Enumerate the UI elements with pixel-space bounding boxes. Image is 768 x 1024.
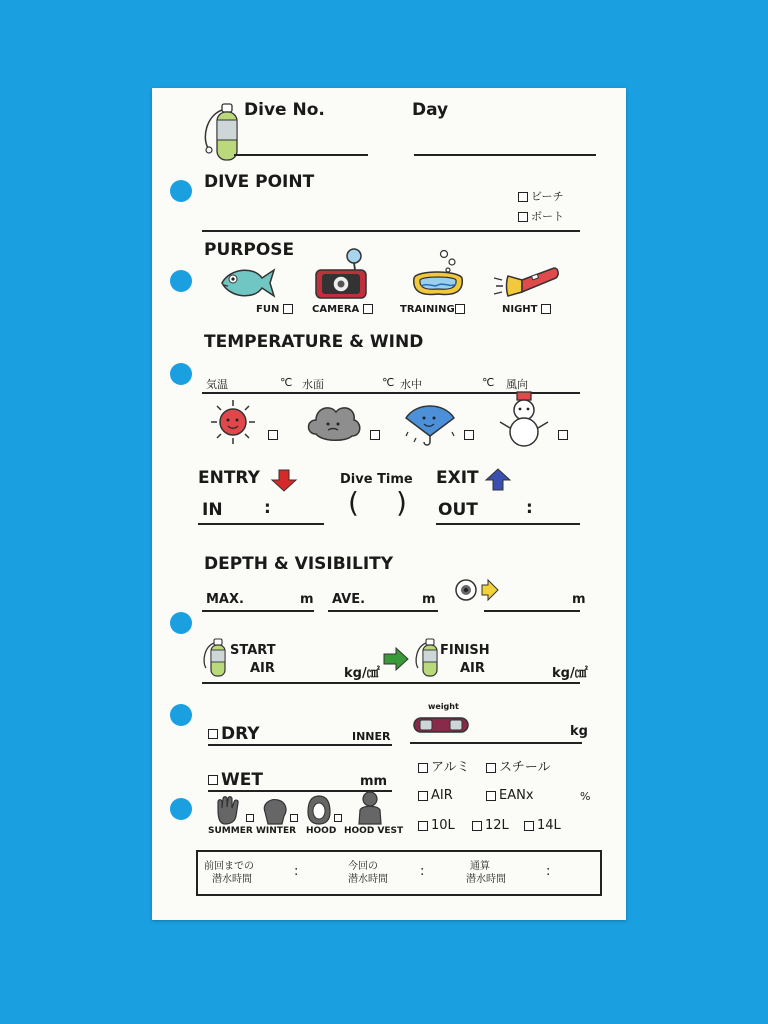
finish-label: FINISH bbox=[440, 643, 490, 658]
hood-vest-icon bbox=[356, 790, 384, 826]
start-air-unit: kg/㎠ bbox=[344, 666, 380, 681]
this-line1: 今回の bbox=[348, 861, 378, 872]
cloudy-checkbox[interactable] bbox=[370, 430, 380, 440]
total-line1: 通算 bbox=[470, 861, 490, 872]
dive-no-field[interactable] bbox=[234, 154, 368, 156]
winter-label: WINTER bbox=[256, 826, 297, 836]
water-temp-label: 水中 bbox=[400, 378, 422, 391]
binder-hole bbox=[170, 270, 192, 292]
in-colon: : bbox=[264, 498, 271, 518]
inner-label: INNER bbox=[352, 730, 391, 743]
total-dive-time[interactable] bbox=[466, 860, 506, 886]
snowman-icon bbox=[498, 390, 550, 448]
visibility-field[interactable] bbox=[484, 610, 580, 612]
dive-point-title: DIVE POINT bbox=[204, 172, 315, 192]
eanx-option[interactable]: EANx bbox=[486, 788, 534, 803]
surface-temp-unit: ℃ bbox=[382, 376, 395, 389]
purpose-night[interactable]: NIGHT bbox=[502, 304, 554, 315]
beach-checkbox[interactable] bbox=[518, 192, 528, 202]
this-dive-time[interactable] bbox=[348, 860, 388, 886]
max-depth-field[interactable] bbox=[202, 610, 314, 612]
in-time-field[interactable] bbox=[198, 523, 324, 525]
water-temp-unit: ℃ bbox=[482, 376, 495, 389]
tank-10l-option[interactable]: 10L bbox=[418, 818, 455, 833]
entry-title: ENTRY bbox=[198, 468, 260, 488]
ave-depth-label: AVE. bbox=[332, 592, 366, 607]
surface-temp-label: 水面 bbox=[302, 378, 324, 391]
hood-checkbox[interactable] bbox=[334, 814, 342, 822]
tank-12l-checkbox[interactable] bbox=[472, 821, 482, 831]
aluminum-option[interactable]: アルミ bbox=[418, 756, 469, 775]
eanx-checkbox[interactable] bbox=[486, 791, 496, 801]
sunny-checkbox[interactable] bbox=[268, 430, 278, 440]
fun-checkbox[interactable] bbox=[283, 304, 293, 314]
previous-dive-time[interactable] bbox=[204, 860, 254, 886]
winter-glove-icon bbox=[260, 796, 290, 826]
this-line2: 潜水時間 bbox=[348, 874, 388, 885]
dive-point-field[interactable] bbox=[202, 230, 580, 232]
exit-arrow-icon bbox=[484, 468, 512, 492]
max-depth-label: MAX. bbox=[206, 592, 244, 607]
total-line2: 潜水時間 bbox=[466, 874, 506, 885]
flashlight-icon bbox=[492, 264, 562, 302]
dry-suit-option[interactable]: DRY bbox=[208, 724, 260, 744]
start-air-label: AIR bbox=[250, 661, 275, 676]
dive-time-label: Dive Time bbox=[340, 472, 413, 487]
entry-arrow-icon bbox=[270, 468, 298, 492]
aluminum-checkbox[interactable] bbox=[418, 763, 428, 773]
visibility-eye-icon bbox=[454, 576, 500, 604]
binder-hole bbox=[170, 704, 192, 726]
wet-checkbox[interactable] bbox=[208, 775, 218, 785]
hood-vest-label: HOOD VEST bbox=[344, 826, 404, 836]
air-temp-unit: ℃ bbox=[280, 376, 293, 389]
finish-air-label: AIR bbox=[460, 661, 485, 676]
dive-no-label: Dive No. bbox=[244, 100, 325, 120]
weight-unit: kg bbox=[570, 724, 588, 739]
steel-checkbox[interactable] bbox=[486, 763, 496, 773]
purpose-camera[interactable]: CAMERA bbox=[312, 304, 376, 315]
summer-checkbox[interactable] bbox=[246, 814, 254, 822]
previous-line1: 前回までの bbox=[204, 861, 254, 872]
binder-hole bbox=[170, 180, 192, 202]
hood-label: HOOD bbox=[306, 826, 337, 836]
summer-label: SUMMER bbox=[208, 826, 253, 836]
day-label: Day bbox=[412, 100, 449, 120]
camera-icon bbox=[312, 246, 378, 302]
previous-line2: 潜水時間 bbox=[212, 874, 252, 885]
dive-time-open: ( bbox=[348, 486, 359, 519]
binder-hole bbox=[170, 612, 192, 634]
weight-label: weight bbox=[428, 702, 459, 711]
purpose-training[interactable]: TRAINING bbox=[400, 304, 468, 315]
wet-mm-label: mm bbox=[360, 774, 388, 789]
wet-suit-option[interactable]: WET bbox=[208, 770, 263, 790]
fish-icon bbox=[218, 264, 278, 302]
day-field[interactable] bbox=[414, 154, 596, 156]
max-depth-unit: m bbox=[300, 592, 314, 607]
sun-icon bbox=[206, 398, 260, 446]
out-colon: : bbox=[526, 498, 533, 518]
glove-icon bbox=[214, 796, 244, 826]
binder-hole bbox=[170, 363, 192, 385]
tank-14l-checkbox[interactable] bbox=[524, 821, 534, 831]
snow-checkbox[interactable] bbox=[558, 430, 568, 440]
eanx-percent: % bbox=[580, 790, 591, 803]
ave-depth-unit: m bbox=[422, 592, 436, 607]
in-label: IN bbox=[202, 500, 223, 520]
wind-direction-label: 風向 bbox=[506, 378, 528, 391]
finish-air-unit: kg/㎠ bbox=[552, 666, 588, 681]
boat-option[interactable]: ボート bbox=[518, 208, 564, 224]
total-colon: : bbox=[546, 864, 551, 879]
weight-belt-icon bbox=[412, 712, 470, 738]
air-gas-checkbox[interactable] bbox=[418, 791, 428, 801]
visibility-unit: m bbox=[572, 592, 586, 607]
dry-suit-field[interactable] bbox=[208, 744, 392, 746]
dive-time-close: ) bbox=[396, 486, 407, 519]
purpose-title: PURPOSE bbox=[204, 240, 295, 260]
previous-colon: : bbox=[294, 864, 299, 879]
ave-depth-field[interactable] bbox=[328, 610, 438, 612]
dive-time-totals-box bbox=[196, 850, 602, 896]
this-colon: : bbox=[420, 864, 425, 879]
out-time-field[interactable] bbox=[436, 523, 580, 525]
night-checkbox[interactable] bbox=[541, 304, 551, 314]
tank-14l-option[interactable]: 14L bbox=[524, 818, 561, 833]
tank-12l-option[interactable]: 12L bbox=[472, 818, 509, 833]
dry-checkbox[interactable] bbox=[208, 729, 218, 739]
hood-icon bbox=[306, 794, 332, 826]
exit-title: EXIT bbox=[436, 468, 479, 488]
depth-title: DEPTH & VISIBILITY bbox=[204, 554, 394, 574]
air-temp-label: 気温 bbox=[206, 378, 228, 391]
mask-icon bbox=[412, 248, 468, 302]
air-gas-option[interactable]: AIR bbox=[418, 788, 453, 803]
purpose-fun[interactable]: FUN bbox=[256, 304, 296, 315]
camera-checkbox[interactable] bbox=[363, 304, 373, 314]
training-checkbox[interactable] bbox=[455, 304, 465, 314]
winter-checkbox[interactable] bbox=[290, 814, 298, 822]
weight-field[interactable] bbox=[410, 742, 582, 744]
beach-option[interactable]: ビーチ bbox=[518, 188, 564, 204]
out-label: OUT bbox=[438, 500, 478, 520]
go-arrow-icon bbox=[382, 646, 410, 672]
steel-option[interactable]: スチール bbox=[486, 756, 550, 775]
dive-log-page bbox=[152, 88, 626, 920]
start-label: START bbox=[230, 643, 276, 658]
rain-icon bbox=[400, 398, 460, 446]
boat-checkbox[interactable] bbox=[518, 212, 528, 222]
binder-hole bbox=[170, 798, 192, 820]
rainy-checkbox[interactable] bbox=[464, 430, 474, 440]
tank-10l-checkbox[interactable] bbox=[418, 821, 428, 831]
cloud-icon bbox=[306, 400, 362, 444]
temperature-title: TEMPERATURE & WIND bbox=[204, 332, 424, 352]
air-pressure-field[interactable] bbox=[202, 682, 580, 684]
